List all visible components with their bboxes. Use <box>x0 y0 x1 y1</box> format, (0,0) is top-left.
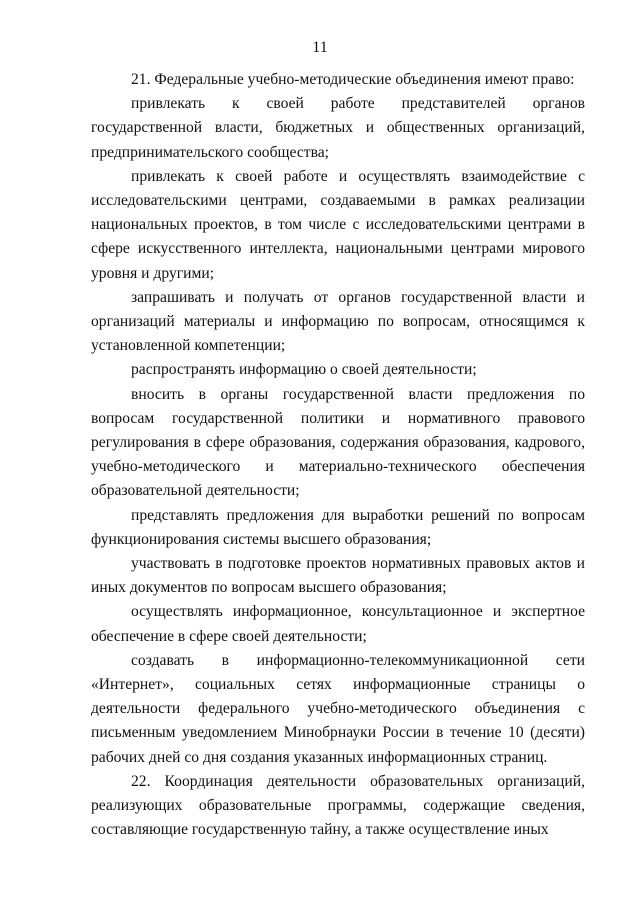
paragraph-right-internet-pages: создавать в информационно-телекоммуникационной сети «Интернет», социальных сетях информационные страницы о деятельности федерального учебно-методического объединения с письменным уведомлением Минобрнауки России в течение 10 (десяти) рабочих дней со дня создания указанных информационных страниц. <box>91 651 585 766</box>
paragraph-right-present-proposals: представлять предложения для выработки решений по вопросам функционирования системы высшего образования; <box>91 506 585 548</box>
paragraph-right-request-information: запрашивать и получать от органов государственной власти и организаций материалы и информацию по вопросам, относящимся к установленной компетенции; <box>91 288 585 355</box>
paragraph-right-submit-proposals: вносить в органы государственной власти предложения по вопросам государственной политики и нормативного правового регулирования в сфере образования, содержания образования, кадрового, учебно-методического и материально-технического обеспечения образовательной деятельности; <box>91 385 585 500</box>
paragraph-right-disseminate-information: распространять информацию о своей деятельности; <box>131 361 477 379</box>
paragraph-right-participate-drafting: участвовать в подготовке проектов нормативных правовых актов и иных документов по вопросам высшего образования; <box>91 555 585 597</box>
paragraph-21-heading: 21. Федеральные учебно-методические объединения имеют право: <box>131 71 575 88</box>
page-number: 11 <box>312 39 328 56</box>
document-body <box>91 68 585 843</box>
paragraph-22-coordination: 22. Координация деятельности образовательных организаций, реализующих образовательные программы, содержащие сведения, составляющие государственную тайну, а также осуществление иных <box>91 772 585 839</box>
paragraph-right-research-centers: привлекать к своей работе и осуществлять взаимодействие с исследовательскими центрами, создаваемыми в рамках реализации национальных проектов, в том числе с исследовательскими центрами в сфере искусственного интеллекта, национальными центрами мирового уровня и другими; <box>91 167 585 282</box>
paragraph-right-engage-representatives: привлекать к своей работе представителей органов государственной власти, бюджетных и общественных организаций, предпринимательского сообщества; <box>91 95 585 161</box>
paragraph-right-expert-support: осуществлять информационное, консультационное и экспертное обеспечение в сфере своей деятельности; <box>91 603 585 645</box>
